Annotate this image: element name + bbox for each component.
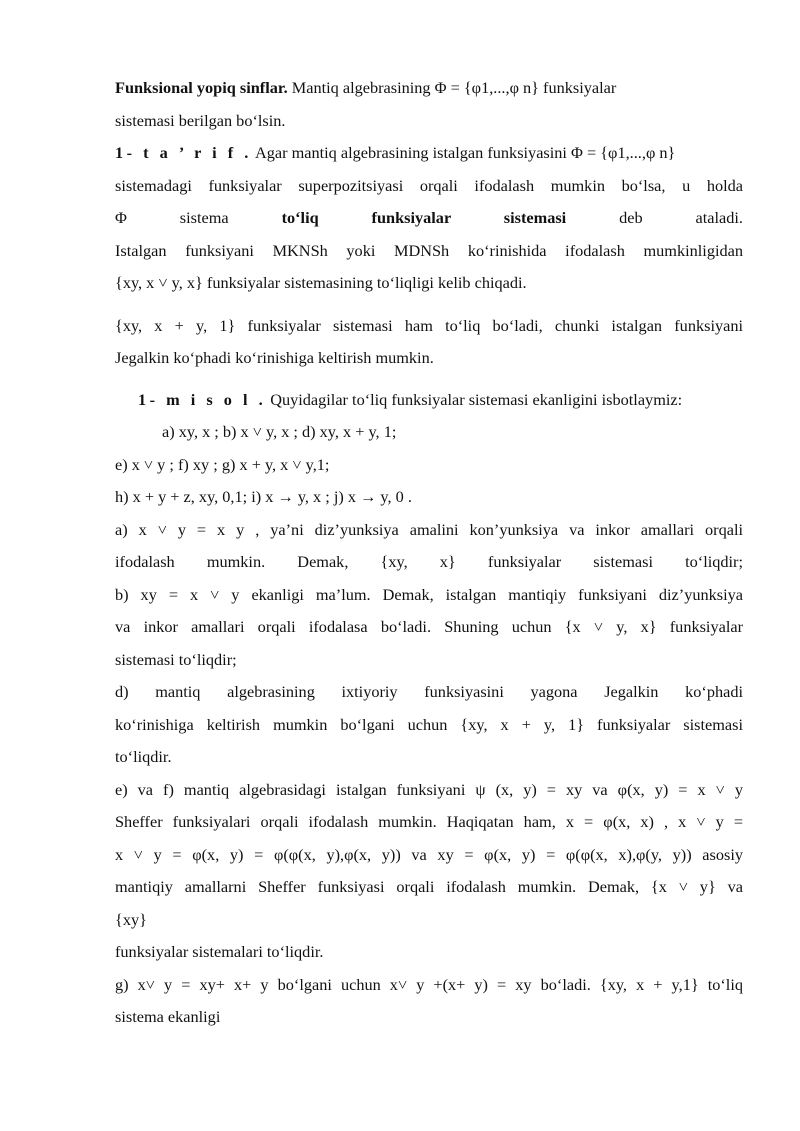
solution-line1: a) x ˅ y = x y , ya’ni diz’yunksiya amalini kon’yunksiya va inkor amallari orqali: [115, 519, 743, 539]
definition-line5: {xy, x ˅ y, x} funksiyalar sistemasining to‘liqligi kelib chiqadi.: [115, 273, 527, 292]
definition-paragraph: [115, 137, 743, 170]
zhegalkin-line2: Jegalkin ko‘phadi ko‘rinishiga keltirish mumkin.: [115, 348, 434, 367]
solution-line10: Sheffer funksiyalari orqali ifodalash mumkin. Haqiqatan ham, x = φ(x, x) , x ˅ y =: [115, 812, 743, 831]
solution-line9: e) va f) mantiq algebrasidagi istalgan funksiyani ψ (x, y) = xy va φ(x, y) = x ˅ y: [115, 779, 743, 799]
solution-line15: g) x˅ y = xy+ x+ y bo‘lgani uchun x˅ y +(x+ y) = xy bo‘ladi. {xy, x + y,1} to‘liq: [115, 974, 743, 994]
solution-line14: funksiyalar sistemalari to‘liqdir.: [115, 942, 324, 961]
zhegalkin-line1: {xy, x + y, 1} funksiyalar sistemasi ham to‘liq bo‘ladi, chunki istalgan funksiyani: [115, 315, 743, 335]
example-line1: Quyidagilar to‘liq funksiyalar sistemasi ekanligini isbotlaymiz:: [266, 389, 683, 409]
solution-line3: b) xy = x ˅ y ekanligi ma’lum. Demak, istalgan mantiqiy funksiyani diz’yunksiya: [115, 584, 743, 604]
paragraph-intro: [115, 72, 743, 105]
solution-line4: va inkor amallari orqali ifodalasa bo‘ladi. Shuning uchun {x ˅ y, x} funksiyalar: [115, 617, 743, 636]
example-label: 1- m i s o l .: [138, 389, 267, 409]
solution-line7: ko‘rinishiga keltirish mumkin bo‘lgani uchun {xy, x + y, 1} funksiyalar sistemasi: [115, 714, 743, 734]
definition-line2: sistemadagi funksiyalar superpozitsiyasi orqali ifodalash mumkin bo‘lsa, u holda: [115, 175, 743, 195]
intro-line2: sistemasi berilgan bo‘lsin.: [115, 110, 286, 130]
definition-label: 1- t a ’ r i f .: [115, 143, 252, 162]
term-complete-system: to‘liq funksiyalar sistemasi: [281, 208, 567, 227]
solution-line16: sistema ekanligi: [115, 1007, 221, 1026]
solution-line13: {xy}: [115, 909, 147, 929]
definition-line3: Φ sistema to‘liq funksiyalar sistemasi deb ataladi.: [115, 208, 743, 227]
solution-line12: mantiqiy amallarni Sheffer funksiyasi orqali ifodalash mumkin. Demak, {x ˅ y} va: [115, 877, 743, 896]
example-line2: a) xy, x ; b) x ˅ y, x ; d) xy, x + y, 1;: [162, 422, 397, 441]
definition-line1: Agar mantiq algebrasining istalgan funksiyasini Φ = {φ1,...,φ n}: [251, 143, 676, 162]
intro-line1: Mantiq algebrasining Φ = {φ1,...,φ n} funksiyalar: [287, 78, 617, 97]
solution-line8: to‘liqdir.: [115, 747, 172, 766]
definition-line4: Istalgan funksiyani MKNSh yoki MDNSh ko‘rinishida ifodalash mumkinligidan: [115, 240, 743, 260]
solution-line11: x ˅ y = φ(x, y) = φ(φ(x, y),φ(x, y)) va xy = φ(x, y) = φ(φ(x, x),φ(y, y)) asosiy: [115, 844, 743, 864]
example-line3: e) x ˅ y ; f) xy ; g) x + y, x ˅ y,1;: [115, 454, 330, 474]
example-paragraph: [115, 384, 743, 417]
solution-line2: ifodalash mumkin. Demak, {xy, x} funksiyalar sistemasi to‘liqdir;: [115, 552, 743, 571]
solution-line6: d) mantiq algebrasining ixtiyoriy funksiyasini yagona Jegalkin ko‘phadi: [115, 682, 743, 701]
example-line4: h) x + y + z, xy, 0,1; i) x → y, x ; j) x → y, 0 .: [115, 487, 412, 506]
document-body: [115, 72, 743, 1034]
solution-line5: sistemasi to‘liqdir;: [115, 649, 237, 669]
section-heading: Funksional yopiq sinflar.: [115, 78, 288, 97]
